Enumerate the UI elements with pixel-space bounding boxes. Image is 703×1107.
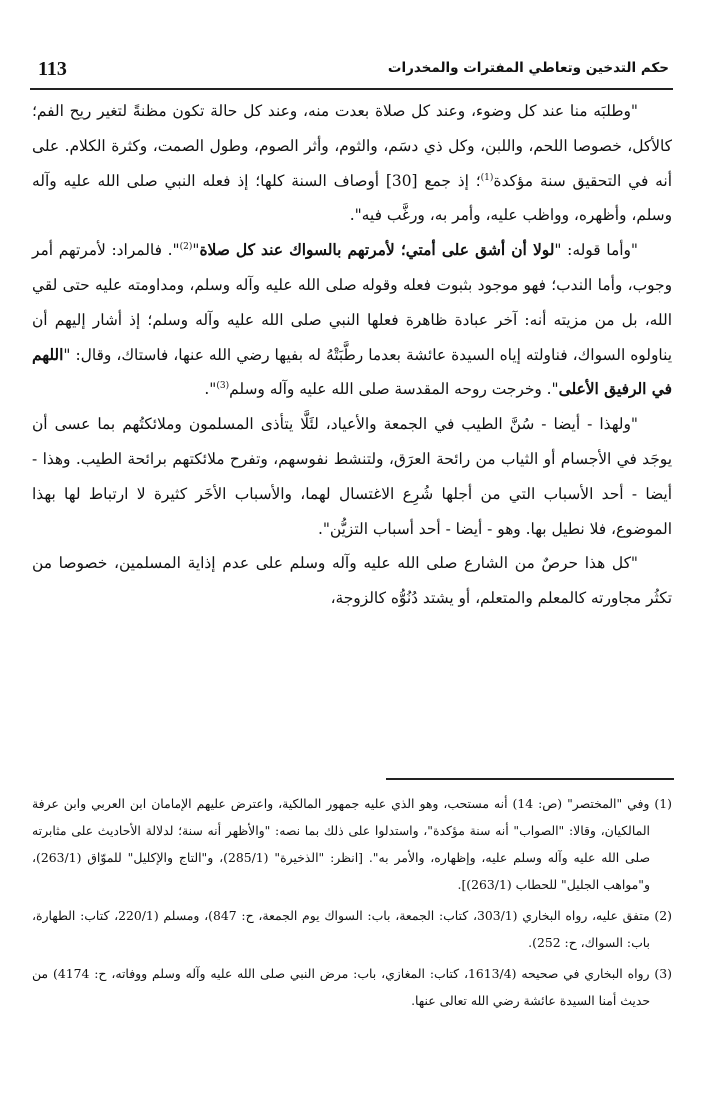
- paragraph-text: ".: [204, 380, 217, 399]
- paragraph-text: "وأما قوله: ": [554, 241, 638, 260]
- footnote-number: (2): [654, 908, 672, 923]
- footnote-number: (1): [654, 796, 672, 811]
- paragraph-1: [32, 94, 672, 233]
- running-title: حكم التدخين وتعاطي المفترات والمخدرات: [387, 60, 669, 76]
- footnote-ref-3: (3): [216, 381, 230, 392]
- main-text: [32, 94, 672, 616]
- footnote-ref-1: (1): [480, 172, 494, 183]
- paragraph-4: "كل هذا حرصٌ من الشارع صلى الله عليه وآله وسلم على عدم إذاية المسلمين، خصوصا من تكثُر مجاورته كالمعلم والمتعلم، أو يشتد دُنُوُّه كالزوجة،: [32, 554, 672, 608]
- footnote-number: (3): [654, 966, 672, 981]
- page-header: [30, 52, 673, 90]
- footnote-ref-2: (2): [179, 242, 193, 253]
- footnote-3: [32, 960, 672, 1014]
- paragraph-text: ؛ إذ جمع [30] أوصاف السنة كلها؛ إذ فعله النبي صلى الله عليه وآله وسلم، وأظهره، وواظب عليه، وأمر به، ورغَّب فيه".: [32, 171, 672, 225]
- footnote-2: [32, 902, 672, 956]
- hadith-quote: لولا أن أشق على أمتي؛ لأمرتهم بالسواك عند كل صلاة: [199, 241, 555, 260]
- paragraph-text: ". فالمراد: لأمرتهم أمر وجوب، وأما الندب؛ فهو موجود بثبوت فعله وقوله صلى الله عليه وآله وسلم، ومداومته عليه حتى لقي الله، بل من مزيته أنه: آخر عبادة ظاهرة فعلها النبي صلى الله عليه وآله وسلم؛ إذ أشار إليهم أن يناولوه السواك، فناولته إياه السيدة عائشة بعدما رطَّبَتْهُ له بفيها رضي الله عنها، فاستاك، وقال: ": [32, 241, 672, 364]
- footnotes: [32, 790, 672, 1018]
- prophet-saying: اللهم في الرفيق الأعلى: [32, 345, 672, 399]
- paragraph-text: ": [192, 241, 200, 260]
- footnote-1: [32, 790, 672, 898]
- paragraph-text: "وطلبَه منا عند كل وضوء، وعند كل صلاة بعدت منه، وعند كل حالة تكون مظنةً لتغير ريح الفم؛ كالأكل، خصوصا اللحم، واللبن، وكل ذي دسَم، والثوم، وأثر الصوم، وطول الصمت، وكثرة الكلام. على أنه في التحقيق سنة مؤكدة: [32, 102, 672, 190]
- paragraph-text: ". وخرجت روحه المقدسة صلى الله عليه وآله وسلم: [229, 380, 559, 399]
- paragraph-3: "ولهذا - أيضا - سُنَّ الطيب في الجمعة والأعياد، لئَلَّا يتأذى المسلمون وملائكتُهم بما عسى أن يوجَد في الأجسام أو الثياب من رائحة العرَق، ولتنشط نفوسهم، وتفرح ملائكتهم برائحة الطيب. وهذا - أيضا - أحد الأسباب التي من أجلها شُرِع الاغتسال لهما، والأسباب الأخَر كثيرة لا ارتباط لها بهذا الموضوع، فلا نطيل بها. وهو - أيضا - أحد أسباب التزيُّن".: [32, 415, 672, 538]
- footnote-text: متفق عليه، رواه البخاري (303/1، كتاب: الجمعة، باب: السواك يوم الجمعة، ح: 847)، ومسلم (220/1، كتاب: الطهارة، باب: السواك، ح: 252).: [32, 908, 650, 950]
- footnote-text: وفي "المختصر" (ص: 14) أنه مستحب، وهو الذي عليه جمهور المالكية، واعترض عليهم الإمامان ابن العربي وابن عرفة المالكيان، وقالا: "الصواب" أنه سنة مؤكدة"، واستدلوا على ذلك بما نصه: "والأظهر أنه سنة؛ لدلالة الأحاديث على مثابرته صلى الله عليه وآله وسلم عليه، وإظهاره، والأمر به". [انظر: "الذخيرة" (285/1)، و"التاج والإكليل" للموّاق (263/1)، و"مواهب الجليل" للحطاب (263/1)].: [32, 796, 651, 892]
- paragraph-2: [32, 233, 672, 407]
- footnote-divider: [386, 778, 674, 780]
- footnote-text: رواه البخاري في صحيحه (1613/4، كتاب: المغازي، باب: مرض النبي صلى الله عليه وآله وسلم ووفاته، ح: 4174) من حديث أمنا السيدة عائشة رضي الله تعالى عنها.: [32, 966, 650, 1008]
- page-number: 113: [38, 58, 67, 80]
